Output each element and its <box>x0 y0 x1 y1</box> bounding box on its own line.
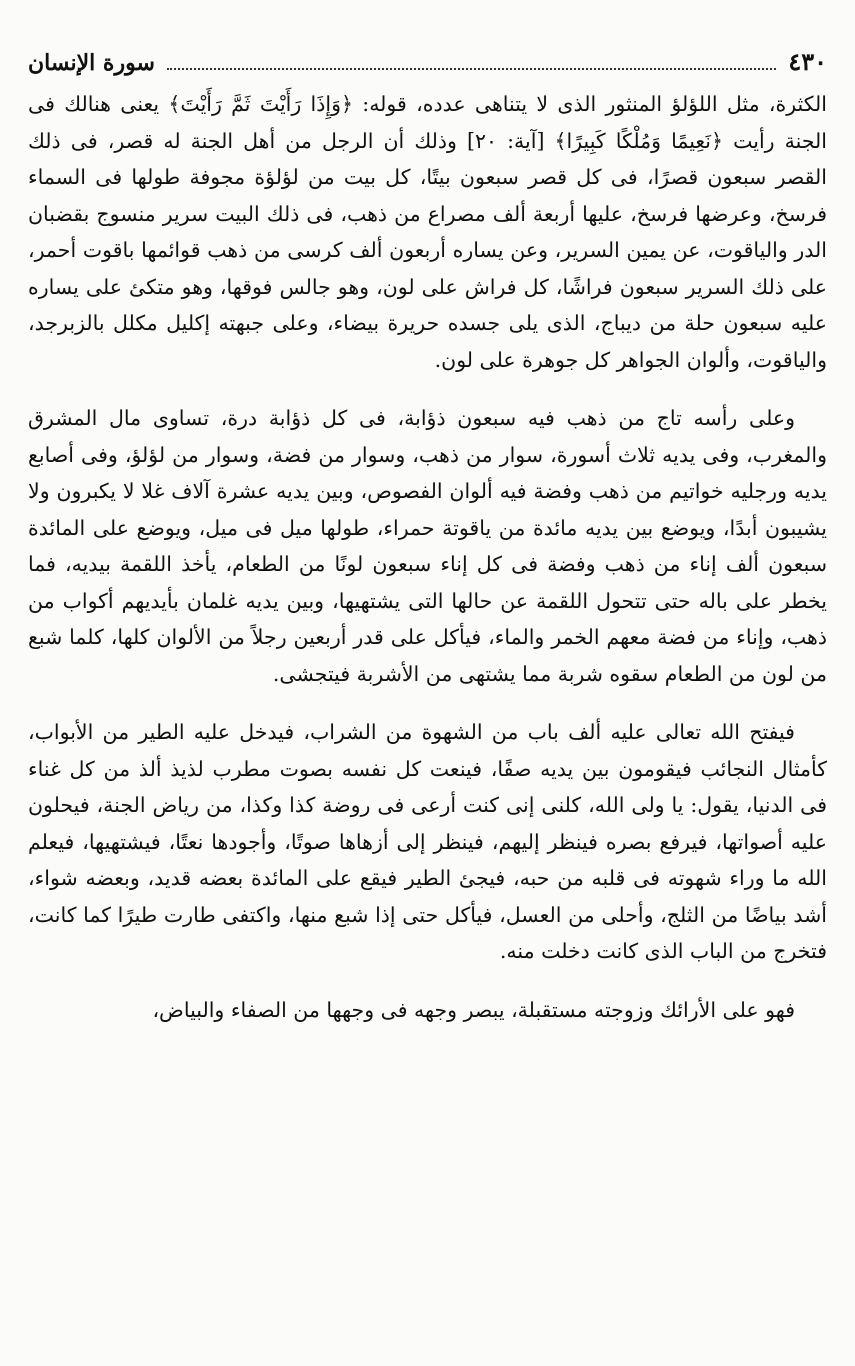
book-page <box>28 30 827 1350</box>
paragraph-2: وعلى رأسه تاج من ذهب فيه سبعون ذؤابة، فى كل ذؤابة درة، تساوى مال المشرق والمغرب، وفى يديه ثلاث أسورة، سوار من ذهب، وسوار من فضة، وسوار من لؤلؤ، وفى أصابع يديه ورجليه خواتيم من ذهب وفضة فيه ألوان الفصوص، وبين يديه عشرة آلاف غلا لا يكبرون ولا يشيبون أبدًا، ويوضع بين يديه مائدة من ياقوتة حمراء، طولها ميل فى ميل، ويوضع على المائدة سبعون ألف إناء من ذهب وفضة فى كل إناء سبعون لونًا من الطعام، يأخذ اللقمة بيديه، فما يخطر على باله حتى تتحول اللقمة عن حالها التى يشتهيها، وبين يديه غلمان بأيديهم أكواب من ذهب، وإناء من فضة معهم الخمر والماء، فيأكل على قدر أربعين رجلاً من الألوان كلها، كلما شبع من لون من الطعام سقوه شربة مما يشتهى من الأشربة فيتجشى. <box>28 406 828 686</box>
paragraph-1: الكثرة، مثل اللؤلؤ المنثور الذى لا يتناهى عدده، قوله: ﴿وَإِذَا رَأَيْتَ ثَمَّ رَأَيْتَ﴾ يعنى هنالك فى الجنة رأيت ﴿نَعِيمًا وَمُلْكًا كَبِيرًا﴾ [آية: ٢٠] وذلك أن الرجل من أهل الجنة له قصر، فى ذلك القصر سبعون قصرًا، فى كل قصر سبعون بيتًا، كل بيت من لؤلؤة مجوفة طولها فى السماء فرسخ، وعرضها فرسخ، عليها أربعة ألف مصراع من ذهب، فى ذلك البيت سرير منسوج بقضبان الدر والياقوت، عن يمين السرير، وعن يساره أربعون ألف كرسى من ذهب قوائمها باقوت أحمر، على ذلك السرير سبعون فراشًا، كل فراش على لون، وهو جالس فوقها، وهو متكئ على يساره عليه سبعون حلة من ديباج، الذى يلى جسده حريرة بيضاء، وعلى جبهته إكليل مكلل بالزبرجد، والياقوت، وألوان الجواهر كل جوهرة على لون. <box>28 92 828 372</box>
page-number: ٤٣٠ <box>788 47 827 76</box>
paragraph-4: فهو على الأرائك وزوجته مستقبلة، يبصر وجهه فى وجهها من الصفاء والبياض، <box>152 997 795 1022</box>
page-body <box>28 86 827 1028</box>
running-header <box>28 30 827 76</box>
dotted-leader <box>167 56 776 70</box>
paragraph-3: فيفتح الله تعالى عليه ألف باب من الشهوة من الشراب، فيدخل عليه الطير من الأبواب، كأمثال النجائب فيقومون بين يديه صفًا، فينعت كل نفسه بصوت مطرب لذيذ ألذ من كل غناء فى الدنيا، يقول: يا ولى الله، كلنى إنى كنت أرعى فى روضة كذا وكذا، من رياض الجنة، فيحلون عليه أصواتها، فيرفع بصره فينظر إليهم، فينظر إلى أزهاها صوتًا، وأجودها نعتًا، فيشتهيها، فيعلم الله ما وراء شهوته فى قلبه من حبه، فيجئ الطير فيقع على المائدة بعضه قديد، وبعضه شواء، أشد بياضًا من الثلج، وأحلى من العسل، فيأكل حتى إذا شبع منها، واكتفى طارت طيرًا كما كانت، فتخرج من الباب الذى كانت دخلت منه. <box>28 720 827 963</box>
surah-title: سورة الإنسان <box>28 50 155 76</box>
